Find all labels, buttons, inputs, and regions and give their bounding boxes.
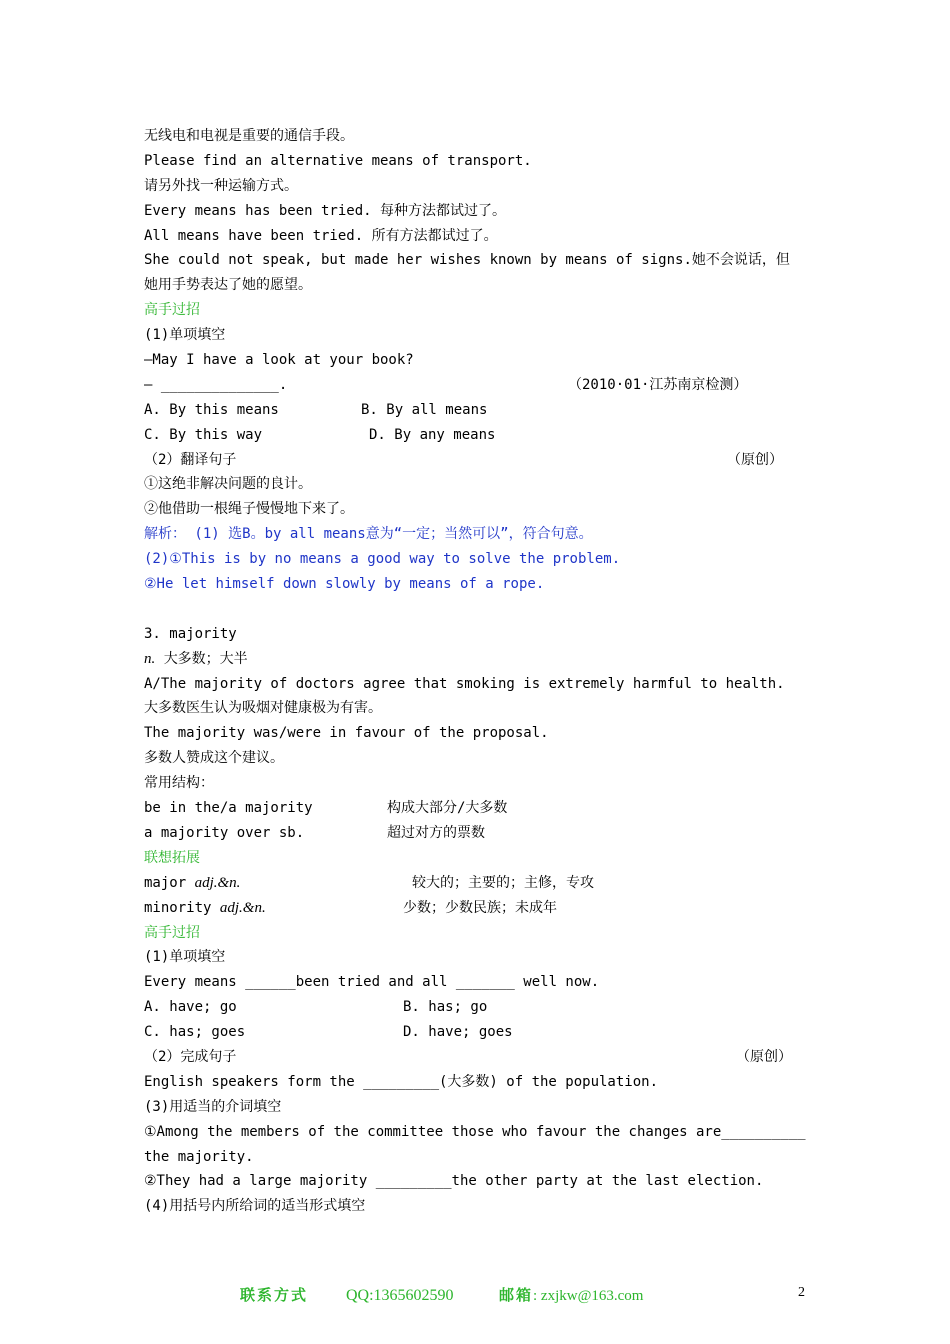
email-info (499, 1283, 643, 1309)
email-address: : zxjkw@163.com (533, 1288, 644, 1304)
text-line: English speakers form the _________(大多数) of the population. (144, 1073, 659, 1090)
spacer (144, 597, 814, 622)
structure-phrase: be in the/a majority (144, 800, 313, 817)
related-word-meaning: 较大的；主要的；主修，专攻 (412, 874, 594, 891)
choice-a: A. By this means (144, 401, 279, 418)
exercise-title: （2）完成句子 (144, 1048, 237, 1065)
answer-line: ②He let himself down slowly by means of a rope. (144, 576, 545, 593)
structure-row (144, 796, 814, 821)
text-line: ②They had a large majority _________the other party at the last election. (144, 1173, 764, 1190)
structure-meaning: 超过对方的票数 (387, 824, 485, 841)
text-line: A/The majority of doctors agree that smoking is extremely harmful to health. (144, 675, 785, 692)
entry-heading: 3. majority (144, 625, 237, 642)
text-line: The majority was/were in favour of the proposal. (144, 725, 549, 742)
section-heading: 高手过招 (144, 924, 200, 941)
related-word-meaning: 少数；少数民族；未成年 (403, 899, 557, 916)
text-line: 无线电和电视是重要的通信手段。 (144, 128, 354, 144)
choice-c: C. has; goes (144, 1024, 246, 1041)
text-line: She could not speak, but made her wishes known by means of signs.她不会说话，但 (144, 252, 790, 269)
text-line: 请另外找一种运输方式。 (144, 177, 298, 194)
email-label: 邮箱 (499, 1288, 534, 1304)
source-note: （原创） (736, 1048, 792, 1065)
exercise-heading: (1)单项填空 (144, 949, 226, 966)
answer-line: (2)①This is by no means a good way to solve the problem. (144, 551, 621, 568)
text-line: the majority. (144, 1148, 254, 1165)
contact-label: 联系方式 (240, 1288, 309, 1304)
page-footer (0, 1283, 950, 1309)
text-line: All means have been tried. 所有方法都试过了。 (144, 227, 498, 244)
exercise-heading (144, 448, 814, 473)
choice-d: D. have; goes (403, 1024, 513, 1041)
text-line: ①Among the members of the committee those who favour the changes are__________ (144, 1123, 806, 1140)
related-word-row (144, 871, 814, 896)
choice-a: A. have; go (144, 999, 237, 1016)
choice-row (144, 995, 814, 1020)
choice-b: B. has; go (403, 999, 488, 1016)
choice-c: C. By this way (144, 426, 263, 443)
text-line: ①这绝非解决问题的良计。 (144, 476, 312, 493)
text-line: ②他借助一根绳子慢慢地下来了。 (144, 501, 354, 518)
section-heading: 高手过招 (144, 302, 200, 319)
exercise-heading: (1)单项填空 (144, 327, 226, 344)
text-line: 常用结构： (144, 775, 214, 792)
related-word: major (144, 874, 195, 891)
text-line: Every means has been tried. 每种方法都试过了。 (144, 202, 507, 219)
text-line: Please find an alternative means of transport. (144, 152, 532, 169)
exercise-heading: (3)用适当的介词填空 (144, 1098, 282, 1115)
exercise-heading: (4)用括号内所给词的适当形式填空 (144, 1198, 366, 1215)
structure-meaning: 构成大部分/大多数 (387, 800, 508, 817)
structure-row (144, 821, 814, 846)
exercise-heading (144, 1045, 814, 1070)
choice-d: D. By any means (369, 426, 496, 443)
source-note: （原创） (727, 451, 783, 468)
choice-row (144, 423, 814, 448)
text-line: 多数人赞成这个建议。 (144, 750, 284, 767)
definition-text: 大多数；大半 (163, 650, 248, 667)
part-of-speech: n. (144, 650, 156, 667)
part-of-speech: adj.&n. (219, 899, 266, 916)
answer-blank: — ______________. (144, 376, 288, 393)
related-word-row (144, 896, 814, 921)
related-word: minority (144, 899, 220, 916)
exercise-title: （2）翻译句子 (144, 451, 237, 468)
text-line (144, 373, 814, 398)
text-line: Every means ______been tried and all _______ well now. (144, 974, 600, 991)
text-line: 她用手势表达了她的愿望。 (144, 277, 312, 294)
document-body (144, 124, 814, 1219)
answer-line: 解析： (1) 选B。by all means意为“一定；当然可以”，符合句意。 (144, 526, 593, 543)
text-line: —May I have a look at your book? (144, 352, 414, 369)
page-number: 2 (798, 1285, 805, 1300)
definition-line (144, 647, 814, 672)
structure-phrase: a majority over sb. (144, 824, 305, 841)
part-of-speech: adj.&n. (194, 874, 241, 891)
qq-number: QQ:1365602590 (346, 1287, 454, 1304)
choice-row (144, 398, 814, 423)
choice-b: B. By all means (361, 401, 488, 418)
choice-row (144, 1020, 814, 1045)
text-line: 大多数医生认为吸烟对健康极为有害。 (144, 700, 382, 717)
source-note: （2010·01·江苏南京检测） (568, 376, 748, 393)
section-heading: 联想拓展 (144, 849, 200, 866)
